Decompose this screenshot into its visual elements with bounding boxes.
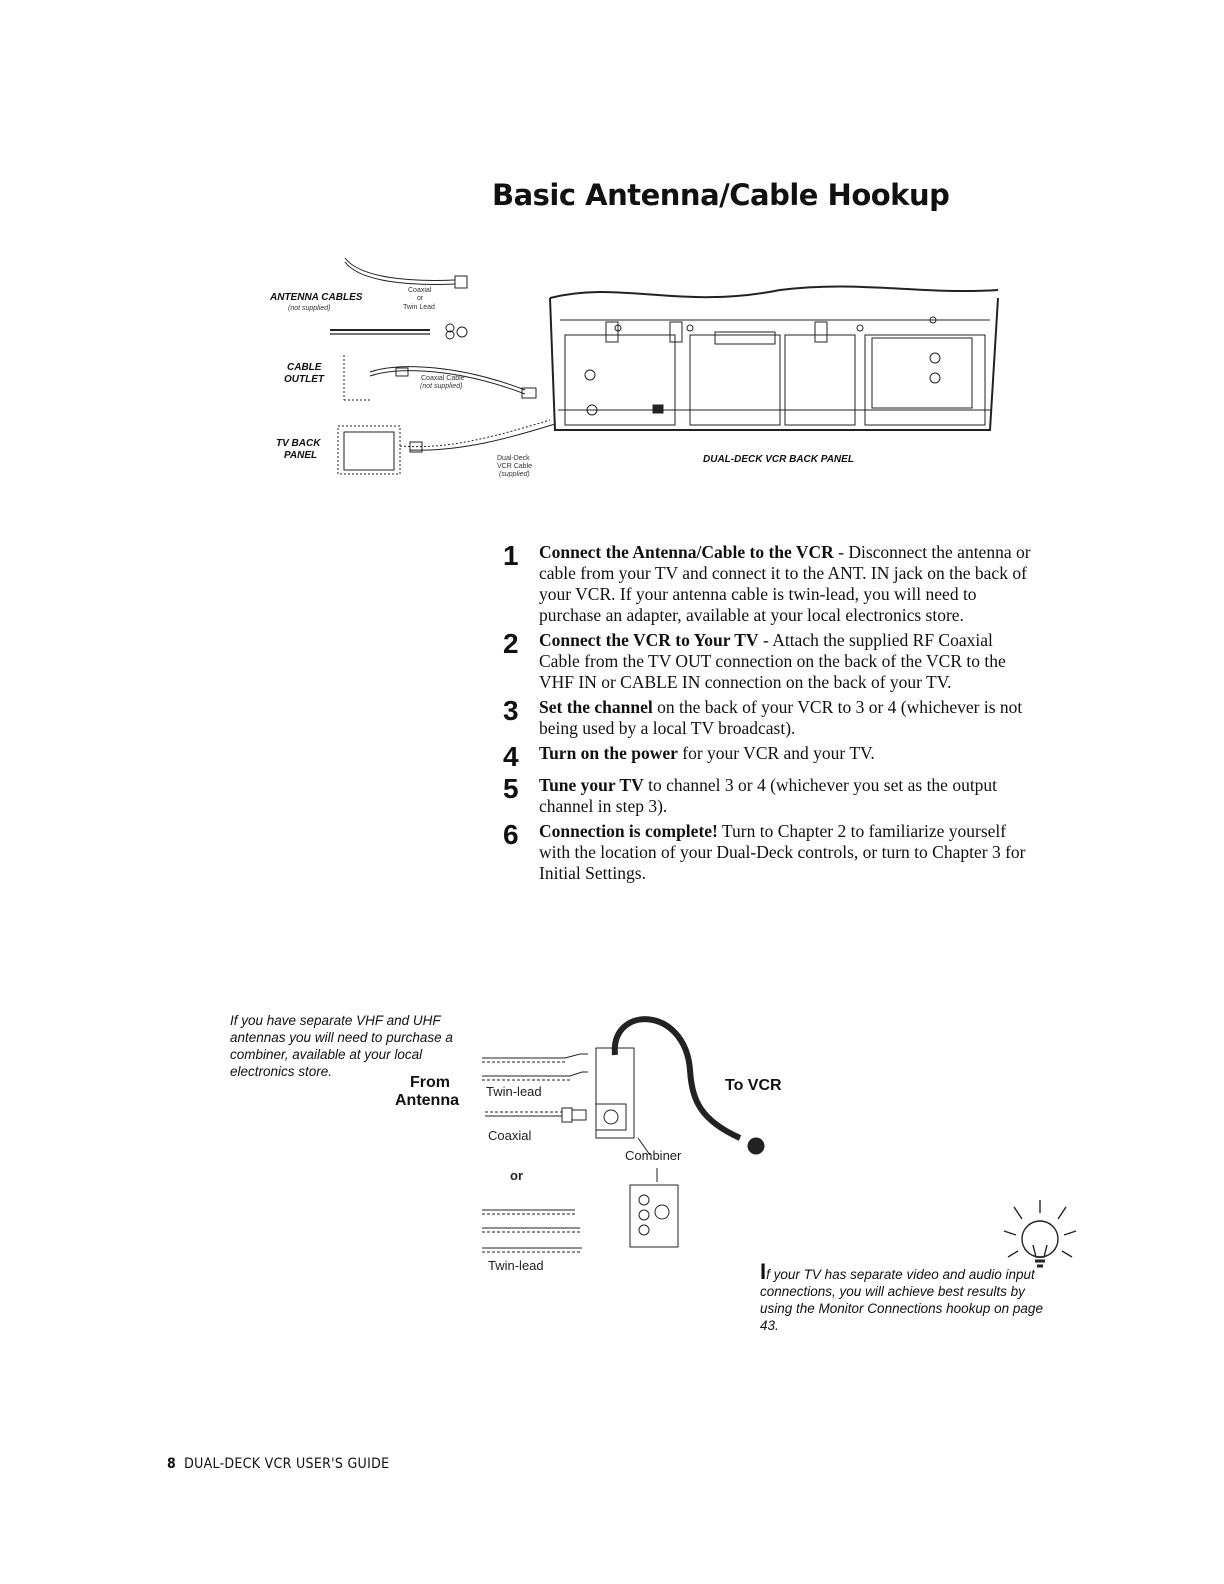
cable-outlet-label-1: CABLE (287, 362, 322, 373)
step-body: on the back of your VCR to 3 or 4 (whichever is not being used by a local TV broadcast). (539, 697, 1023, 738)
step-text (539, 697, 1033, 739)
step-item (503, 775, 1033, 817)
coaxial-cable-label: Coaxial Cable (421, 375, 465, 382)
vcr-cable-label-1: Dual-Deck (497, 455, 530, 462)
coaxial-cable-note: (not supplied) (420, 383, 463, 390)
step-body: to channel 3 or 4 (whichever you set as the output channel in step 3). (539, 775, 998, 816)
tip-text (760, 1259, 1050, 1334)
vcr-cable-label-2: VCR Cable (497, 463, 533, 470)
combiner-diagram-art (470, 1010, 790, 1280)
step-body: Turn to Chapter 2 to familiarize yourself with the location of your Dual-Deck controls, or turn to Chapter 3 for Initial Settings. (539, 821, 1026, 883)
vcr-cable-label-3: (supplied) (499, 471, 530, 478)
step-item (503, 542, 1033, 626)
page-title: Basic Antenna/Cable Hookup (492, 178, 950, 212)
to-vcr-label: To VCR (725, 1077, 782, 1094)
step-number: 3 (503, 695, 519, 726)
antenna-cables-note: (not supplied) (288, 305, 331, 312)
tv-back-panel-label-1: TV BACK (276, 438, 321, 449)
step-heading: Connect the Antenna/Cable to the VCR (539, 542, 834, 562)
step-body: for your VCR and your TV. (677, 743, 875, 763)
footer-text: DUAL-DECK VCR USER'S GUIDE (184, 1456, 390, 1472)
or-label: or (417, 295, 424, 302)
tip-body: f your TV has separate video and audio input connections, you will achieve best results by using the Monitor Connections hookup on page 43. (760, 1267, 1043, 1333)
twin-lead-bottom-label: Twin-lead (488, 1258, 544, 1273)
step-body: - Disconnect the antenna or cable from your TV and connect it to the ANT. IN jack on the back of your VCR. If your antenna cable is twin-lead, you will need to purchase an adapter, available at your local electronics store. (539, 542, 1031, 625)
antenna-cables-label: ANTENNA CABLES (270, 292, 363, 303)
cable-outlet-label-2: OUTLET (284, 374, 324, 385)
step-text (539, 743, 875, 771)
step-item (503, 630, 1033, 693)
step-heading: Connect the VCR to Your TV (539, 630, 759, 650)
page-number: 8 (167, 1456, 177, 1472)
tip-dropcap: I (760, 1259, 767, 1284)
step-heading: Set the channel (539, 697, 653, 717)
twin-lead-label: Twin Lead (403, 304, 435, 311)
step-number: 6 (503, 819, 519, 850)
step-heading: Turn on the power (539, 743, 678, 763)
step-number: 4 (503, 741, 519, 772)
step-number: 1 (503, 540, 519, 571)
step-number: 2 (503, 628, 519, 659)
tv-back-panel-label-2: PANEL (284, 450, 318, 461)
step-item (503, 743, 1033, 771)
from-label: From (410, 1074, 450, 1091)
coaxial-label: Coaxial (408, 287, 432, 294)
step-item (503, 821, 1033, 884)
step-body: - Attach the supplied RF Coaxial Cable from the TV OUT connection on the back of the VCR to the VHF IN or CABLE IN connection on the back of your TV. (539, 630, 1006, 692)
step-heading: Connection is complete! (539, 821, 718, 841)
combiner-note: If you have separate VHF and UHF antennas you will need to purchase a combiner, available at your local electronics store. (230, 1013, 453, 1079)
step-item (503, 697, 1033, 739)
twin-lead-top-label: Twin-lead (486, 1084, 542, 1099)
coaxial-label: Coaxial (488, 1128, 532, 1143)
step-text (539, 821, 1033, 884)
step-text (539, 542, 1033, 626)
step-heading: Tune your TV (539, 775, 644, 795)
steps-list (503, 542, 1033, 888)
step-text (539, 775, 1033, 817)
combiner-label: Combiner (625, 1148, 682, 1163)
vcr-back-panel-label: DUAL-DECK VCR BACK PANEL (703, 454, 854, 465)
antenna-label: Antenna (395, 1092, 459, 1109)
or-label: or (510, 1168, 523, 1183)
step-text (539, 630, 1033, 693)
step-number: 5 (503, 773, 519, 804)
hookup-diagram-art (260, 250, 1020, 490)
page-footer (167, 1456, 389, 1472)
